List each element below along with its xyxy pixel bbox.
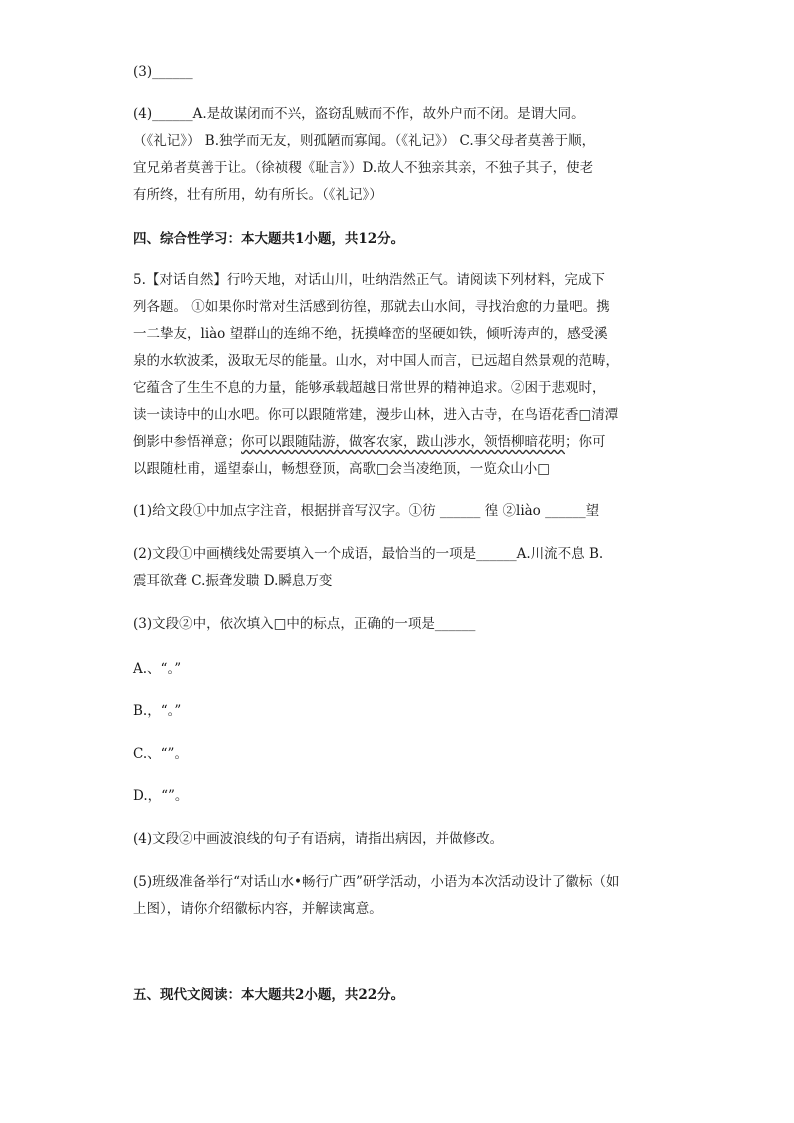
question-4-3-blank: (3)______ [133, 64, 193, 80]
section-4-heading: 四、综合性学习：本大题共1小题，共12分。 [133, 231, 405, 247]
sub-question-4: (4)文段②中画波浪线的句子有语病，请指出病因，并做修改。 [133, 831, 504, 847]
question-5-passage-line-7 [133, 432, 606, 452]
question-4-4-line-4: 有所终，壮有所用，幼有所长。（《礼记》） [133, 187, 383, 203]
section-5-heading: 五、现代文阅读：本大题共2小题，共22分。 [133, 987, 405, 1003]
sub-question-1: (1)给文段①中加点字注音，根据拼音写汉字。①彷 ______ 徨 ②liào ______望 [133, 503, 600, 519]
sub-question-5-line-2: 上图），请你介绍徽标内容，并解读寓意。 [133, 901, 383, 917]
question-5-passage-line-2: 列各题。 ①如果你时常对生活感到彷徨，那就去山水间，寻找治愈的力量吧。携 [133, 299, 610, 315]
sub-question-2-line-2: 震耳欲聋 C.振聋发聩 D.瞬息万变 [133, 573, 333, 589]
question-5-passage-line-8: 以跟随杜甫，遥望泰山，畅想登顶，高歌□会当凌绝顶，一览众山小□ [133, 461, 551, 477]
option-c: C.、“”。 [133, 746, 188, 762]
question-4-4-line-3: 宜兄弟者莫善于让。（徐祯稷《耻言》）D.故人不独亲其亲，不独子其子，使老 [133, 160, 594, 176]
question-5-passage-line-4: 泉的水软波柔，汲取无尽的能量。山水，对中国人而言，已远超自然景观的范畴， [133, 353, 619, 369]
question-5-passage-line-6: 读一读诗中的山水吧。你可以跟随常建，漫步山林，进入古寺，在鸟语花香□清潭 [133, 407, 619, 423]
sub-question-5-line-1: (5)班级准备举行“对话山水•畅行广西”研学活动，小语为本次活动设计了徽标（如 [133, 874, 620, 890]
passage-text: 倒影中参悟禅意； [133, 434, 241, 450]
option-a: A.、“。” [133, 661, 182, 677]
option-d: D.，“”。 [133, 788, 189, 804]
question-5-passage-line-3: 一二挚友，liào 望群山的连绵不绝，抚摸峰峦的坚硬如铁，倾听涛声的，感受溪 [133, 326, 608, 342]
question-4-4-line-2: （《礼记》） B.独学而无友，则孤陋而寡闻。（《礼记》） C.事父母者莫善于顺， [133, 133, 596, 149]
option-b: B.，“。” [133, 703, 182, 719]
sub-question-2-line-1: (2)文段①中画横线处需要填入一个成语，最恰当的一项是______A.川流不息 B. [133, 546, 604, 562]
sub-question-3: (3)文段②中，依次填入□中的标点，正确的一项是______ [133, 616, 476, 632]
question-5-passage-line-5: 它蕴含了生生不息的力量，能够承载超越日常世界的精神追求。②困于悲观时， [133, 380, 606, 396]
passage-text: ；你可 [565, 434, 606, 450]
wavy-underlined-sentence: 你可以跟随陆游，做客农家，跋山涉水，领悟柳暗花明 [241, 434, 565, 450]
question-5-passage-line-1: 5.【对话自然】行吟天地，对话山川，吐纳浩然正气。请阅读下列材料，完成下 [133, 272, 605, 288]
question-4-4-line-1: (4)______A.是故谋闭而不兴，盗窃乱贼而不作，故外户而不闭。是谓大同。 [133, 106, 585, 122]
